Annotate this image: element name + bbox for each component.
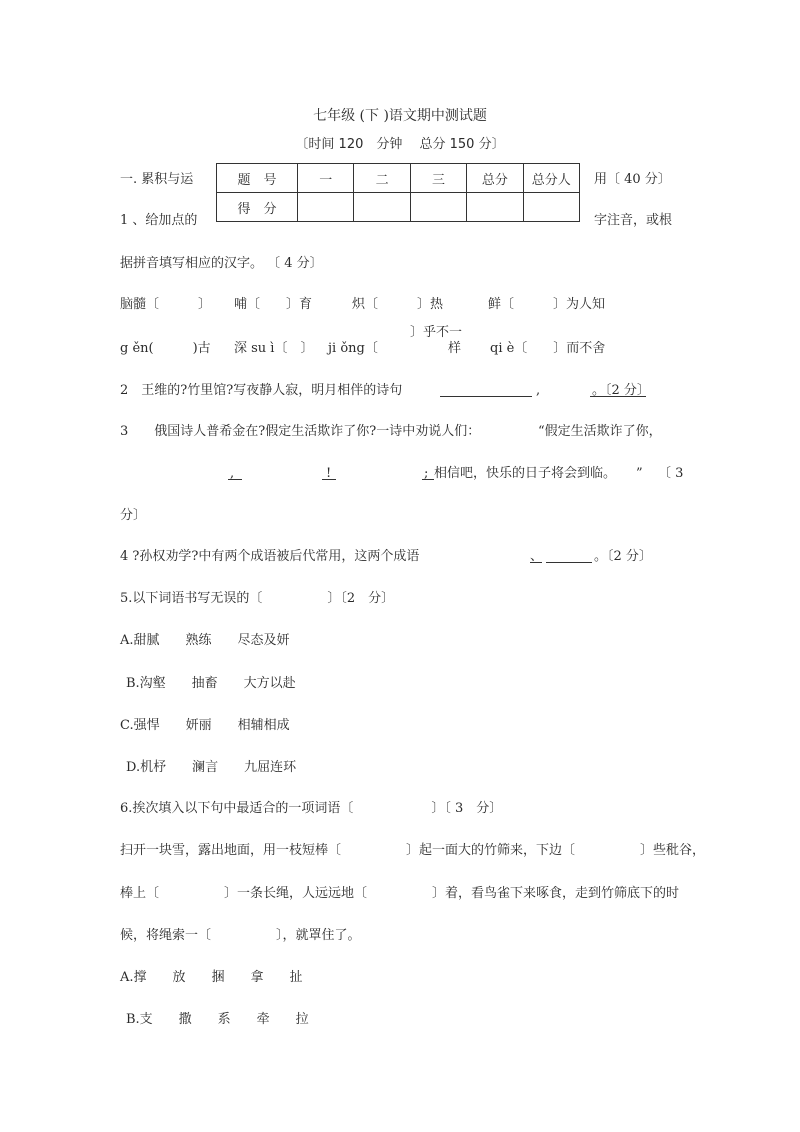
q2-separator: ,	[536, 383, 541, 398]
q1-item: ji ǒng〔	[328, 341, 378, 356]
score-table-score-row	[217, 193, 580, 222]
score-input-cell[interactable]	[523, 193, 579, 222]
q3-quote-start: “假定生活欺诈了你，	[538, 424, 662, 439]
q1-item: g ěn( )古	[120, 341, 211, 356]
section-1-heading-left: 一. 累积与运	[120, 172, 194, 187]
score-table-cell: 总分人	[523, 164, 579, 193]
q2-answer-blank[interactable]	[440, 383, 532, 397]
score-table-cell: 得 分	[217, 193, 298, 222]
section-1-heading-right: 用〔 40 分〕	[594, 172, 671, 187]
score-input-cell[interactable]	[298, 193, 354, 222]
q1-instruction: 据拼音填写相应的汉字。 〔 4 分〕	[120, 256, 323, 271]
q3-score-end: 分〕	[120, 508, 147, 523]
q3-text: 3 俄国诗人普希金在?假定生活欺诈了你?一诗中劝说人们：	[120, 424, 481, 439]
q5-option-b[interactable]: B.沟壑 抽畜 大方以赴	[126, 676, 296, 691]
q5-option-d[interactable]: D.机杼 澜言 九屈连环	[126, 760, 297, 775]
q3-score-start: 〔 3	[658, 466, 684, 481]
q4-text: 4 ?孙权劝学?中有两个成语被后代常用，这两个成语	[120, 549, 420, 564]
score-table-header-row	[217, 164, 580, 193]
q6-paragraph-line: 候，将绳索一〔 〕，就罩住了。	[120, 928, 361, 943]
score-table-cell: 一	[298, 164, 354, 193]
q5-option-c[interactable]: C.强悍 妍丽 相辅相成	[120, 718, 290, 733]
q1-item-top: 〕乎不一	[410, 325, 463, 340]
q4-separator: 、	[530, 549, 544, 564]
q6-option-b[interactable]: B.支 撒 系 牵 拉	[126, 1012, 309, 1027]
q3-blank-punct: !	[326, 466, 332, 481]
q1-item: 脑髓〔 〕	[120, 297, 212, 312]
q1-item: 鲜〔 〕为人知	[488, 297, 606, 312]
score-input-cell[interactable]	[354, 193, 410, 222]
q6-text: 6.挨次填入以下句中最适合的一项词语〔 〕〔 3 分〕	[120, 801, 503, 816]
q1-item: 样	[448, 341, 462, 356]
q6-paragraph-line: 扫开一块雪，露出地面，用一枝短棒〔 〕起一面大的竹筛来，下边〔 〕些秕谷，	[120, 843, 706, 858]
score-table-cell: 二	[354, 164, 410, 193]
score-input-cell[interactable]	[410, 193, 466, 222]
score-table	[216, 163, 580, 222]
score-table-cell: 总分	[467, 164, 523, 193]
q3-blank-punct: ,	[230, 466, 235, 481]
q1-item: 深 su ì〔 〕	[234, 341, 314, 356]
q1-item: 炽〔 〕热	[352, 297, 444, 312]
q3-blank-punct: ;	[424, 466, 429, 481]
q3-text-cont: 相信吧，快乐的日子将会到临。	[434, 466, 617, 481]
q1-item: 哺〔 〕育	[234, 297, 313, 312]
q2-text: 2 王维的?竹里馆?写夜静人寂，明月相伴的诗句	[120, 383, 403, 398]
page-title: 七年级 (下 )语文期中测试题	[313, 108, 487, 124]
score-table-cell: 三	[410, 164, 466, 193]
q1-text-start: 1 、给加点的	[120, 213, 198, 228]
q5-text: 5.以下词语书写无误的〔 〕〔2 分〕	[120, 591, 395, 606]
q1-text-end: 字注音，或根	[594, 213, 673, 228]
q5-option-a[interactable]: A.甜腻 熟练 尽态及妍	[120, 633, 290, 648]
score-table-cell: 题 号	[217, 164, 298, 193]
exam-time-total: 〔时间 120 分钟 总分 150 分〕	[295, 137, 505, 152]
q4-answer-blank[interactable]	[546, 549, 592, 563]
q1-item: qi è〔 〕而不舍	[490, 341, 606, 356]
q6-paragraph-line: 棒上〔 〕一条长绳，人远远地〔 〕着，看鸟雀下来啄食，走到竹筛底下的时	[120, 886, 680, 901]
q3-quote-end: ”	[636, 466, 643, 481]
score-input-cell[interactable]	[467, 193, 523, 222]
q2-score: 。〔2 分〕	[592, 383, 650, 398]
q4-score: 。〔2 分〕	[594, 549, 652, 564]
q6-option-a[interactable]: A.撑 放 捆 拿 扯	[120, 970, 303, 985]
